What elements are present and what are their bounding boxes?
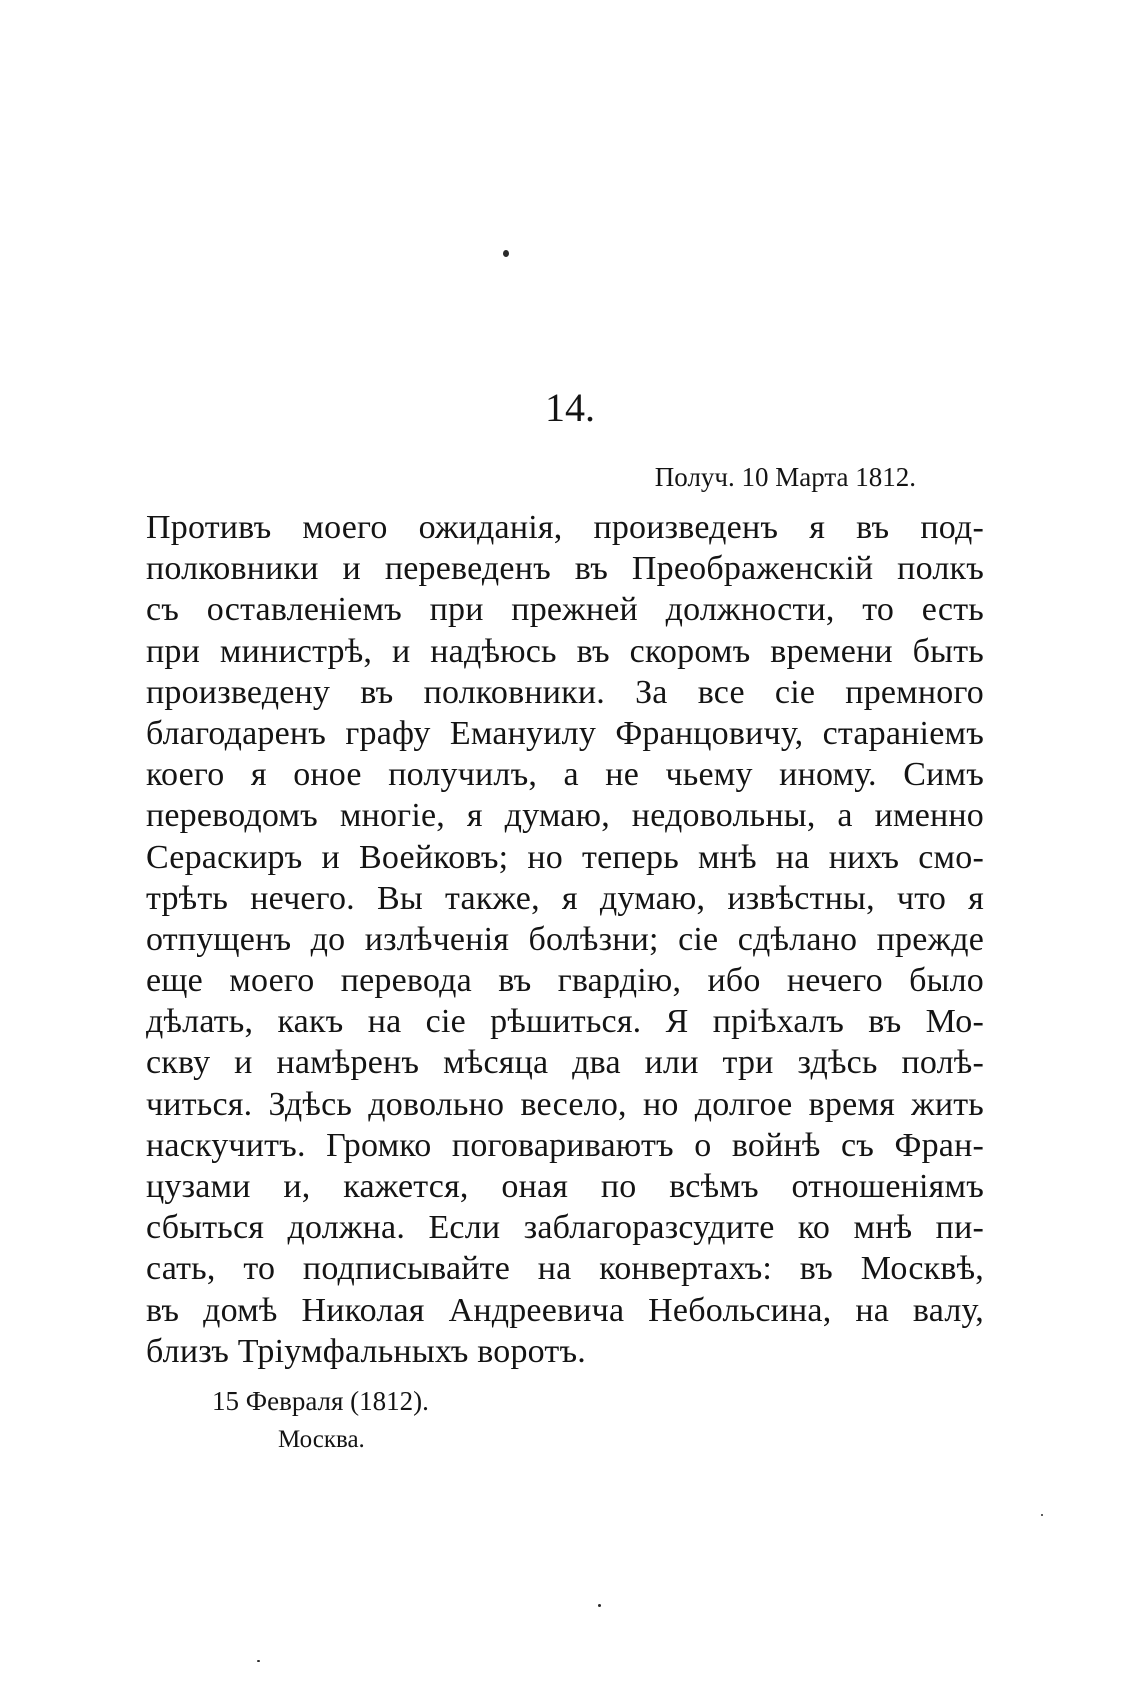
body-line: наскучитъ. Громко поговариваютъ о войнѣ съ Фран-	[146, 1126, 984, 1164]
body-line: благодаренъ графу Емануилу Францовичу, стараніемъ	[146, 714, 984, 752]
body-line: дѣлать, какъ на сіе рѣшиться. Я пріѣхалъ въ Мо-	[146, 1003, 984, 1041]
ink-speck	[503, 250, 509, 257]
body-line: Сераскиръ и Воейковъ; но теперь мнѣ на нихъ смо-	[146, 838, 984, 876]
body-line: читься. Здѣсь довольно весело, но долгое время жить	[146, 1085, 984, 1123]
body-line: еще моего перевода въ гвардію, ибо нечего было	[146, 962, 984, 1000]
closing-place: Москва.	[278, 1426, 365, 1453]
letter-body	[146, 507, 984, 1372]
body-line: произведену въ полковники. За все сіе премного	[146, 673, 984, 711]
body-line: цузами и, кажется, оная по всѣмъ отношеніямъ	[146, 1168, 984, 1205]
body-line: отпущенъ до излѣченія болѣзни; сіе сдѣлано прежде	[146, 920, 984, 958]
body-line: сбыться должна. Если заблагоразсудите ко мнѣ пи-	[146, 1209, 984, 1247]
body-line: трѣть нечего. Вы также, я думаю, извѣстны, что я	[146, 879, 984, 917]
body-line: въ домѣ Николая Андреевича Небольсина, на валу,	[146, 1291, 984, 1329]
ink-speck	[257, 1660, 260, 1662]
body-line: сать, то подписывайте на конвертахъ: въ Москвѣ,	[146, 1250, 984, 1288]
body-line: скву и намѣренъ мѣсяца два или три здѣсь полѣ-	[146, 1044, 984, 1082]
closing-date: 15 Февраля (1812).	[212, 1386, 429, 1416]
body-line: съ оставленіемъ при прежней должности, то есть	[146, 591, 984, 629]
body-line: при министрѣ, и надѣюсь въ скоромъ времени быть	[146, 632, 984, 670]
body-line: коего я оное получилъ, а не чьему иному. Симъ	[146, 756, 984, 794]
ink-speck	[598, 1604, 601, 1607]
letter-number: 14.	[545, 385, 595, 430]
body-line: переводомъ многіе, я думаю, недовольны, а именно	[146, 797, 984, 835]
received-date: Получ. 10 Марта 1812.	[654, 462, 916, 492]
ink-speck	[1041, 1514, 1043, 1516]
body-line: полковники и переведенъ въ Преображенскій полкъ	[146, 550, 984, 588]
body-line: Противъ моего ожиданія, произведенъ я въ под-	[146, 509, 984, 546]
body-line: близъ Тріумфальныхъ воротъ.	[146, 1332, 586, 1370]
